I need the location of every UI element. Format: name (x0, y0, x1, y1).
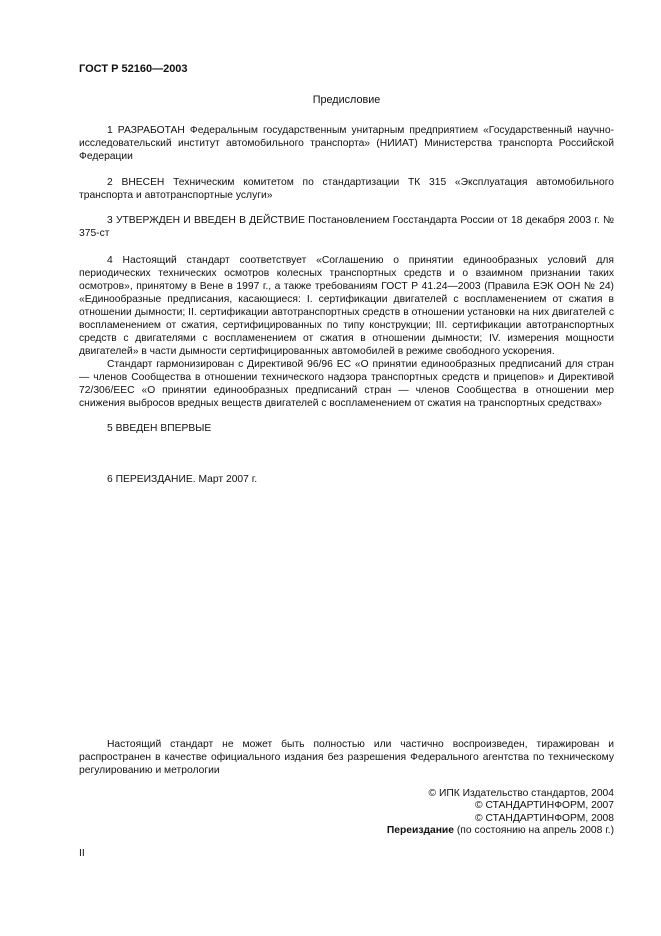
item-4-conformity: 4 Настоящий стандарт соответствует «Соглашению о принятии единообразных условий для периодических технических осмотров колесных транспортных средств и о взаимном признании таких осмотров», принятому в Вене в 1997 г., а также требованиям ГОСТ Р 41.24—2003 (Правила ЕЭК ООН № 24) «Единообразные предписания, касающиеся: I. сертификации двигателей с воспламенением от сжатия в отношении дымности; II. сертификации автотранспортных средств в отношении установки на них двигателей с воспламенением от сжатия, сертифицированных по типу конструкции; III. сертификации автотранспортных средств с двигателями с воспламенением от сжатия в отношении дымности; IV. измерения мощности двигателей» в части дымности сертифицированных автомобилей в режиме свободного ускорения. (79, 255, 614, 357)
item-4-harmonization: Стандарт гармонизирован с Директивой 96/96 ЕС «О принятии единообразных предписаний для стран — членов Сообщества в отношении технического надзора транспортных средств и прицепов» и Директивой 72/306/ЕЕС «О принятии единообразных предписаний стран — членов Сообщества в отношении мер снижения выбросов вредных веществ двигателей с воспламенением от сжатия на транспортных средствах» (79, 359, 614, 409)
reproduction-notice: Настоящий стандарт не может быть полностью или частично воспроизведен, тиражирован и распространен в качестве официального издания без разрешения Федерального агентства по техническому регулированию и метрологии (79, 739, 614, 776)
copyright-line-1: © ИПК Издательство стандартов, 2004 (428, 788, 614, 799)
item-5-first-introduced: 5 ВВЕДЕН ВПЕРВЫЕ (107, 423, 212, 434)
copyright-block (387, 788, 614, 837)
reissue-line (387, 825, 614, 837)
item-2-introduced-by: 2 ВНЕСЕН Техническим комитетом по стандартизации ТК 315 «Эксплуатация автомобильного транспорта и автотранспортные услуги» (79, 177, 614, 201)
document-header: ГОСТ Р 52160—2003 (79, 63, 188, 75)
reissue-label: Переиздание (386, 824, 454, 836)
item-3-approved: 3 УТВЕРЖДЕН И ВВЕДЕН В ДЕЙСТВИЕ Постановлением Госстандарта России от 18 декабря 2003 г. № 375-ст (79, 215, 614, 239)
copyright-line-2: © СТАНДАРТИНФОРМ, 2007 (475, 800, 614, 812)
copyright-line-3: © СТАНДАРТИНФОРМ, 2008 (475, 812, 614, 824)
reissue-date: (по состоянию на апрель 2008 г.) (454, 824, 614, 836)
item-6-reissue: 6 ПЕРЕИЗДАНИЕ. Март 2007 г. (107, 474, 258, 485)
item-1-developed-by: 1 РАЗРАБОТАН Федеральным государственным унитарным предприятием «Государственный научно-исследовательский институт автомобильного транспорта» (НИИАТ) Министерства транспорта Российской Федерации (79, 125, 614, 162)
item-4-block (79, 254, 614, 410)
page-number: II (79, 848, 85, 859)
page-title: Предисловие (312, 94, 381, 106)
